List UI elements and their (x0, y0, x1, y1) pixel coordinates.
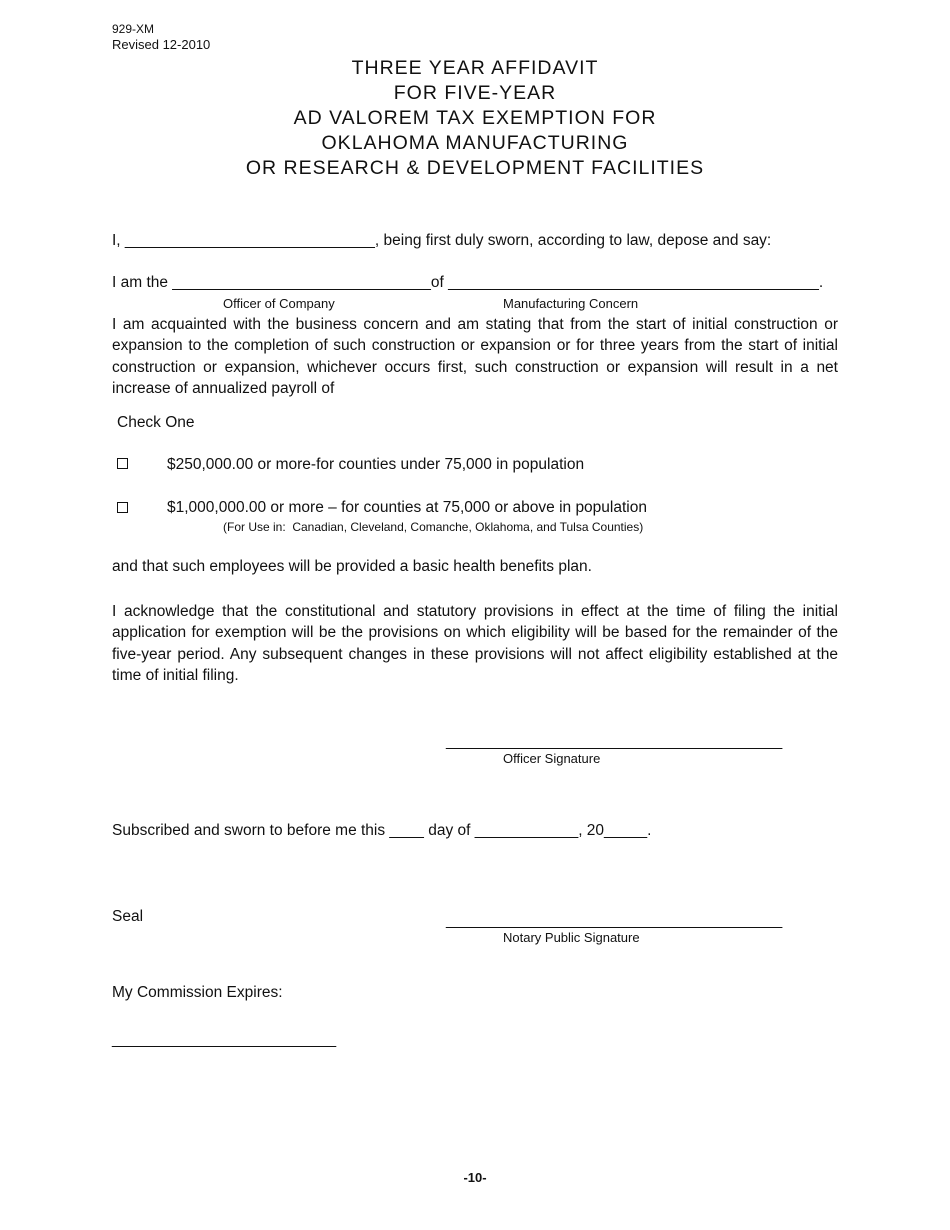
check-one-label: Check One (117, 414, 195, 431)
commission-expires-line[interactable]: __________________________ (112, 1031, 337, 1048)
officer-signature-label: Officer Signature (503, 751, 601, 766)
acknowledge-paragraph: I acknowledge that the constitutional and statutory provisions in effect at the time of filing the initial application for exemption will be the provisions on which eligibility will be based for the remainder of the five-year period. Any subsequent changes in these provisions will not affect eligibility established at the time of initial filing. (112, 603, 838, 684)
title-line-3: AD VALOREM TAX EXEMPTION FOR (293, 107, 657, 129)
subscribed-sworn-line[interactable]: Subscribed and sworn to before me this ____ day of ____________, 20_____. (112, 822, 652, 839)
seal-label: Seal (112, 908, 144, 925)
officer-of-company-label: Officer of Company (223, 296, 335, 311)
title-line-1: THREE YEAR AFFIDAVIT (351, 57, 599, 79)
page-title (0, 56, 950, 181)
title-line-4: OKLAHOMA MANUFACTURING (321, 132, 629, 154)
option-1m-label: $1,000,000.00 or more – for counties at 75,000 or above in population (167, 499, 647, 516)
commission-expires-label: My Commission Expires: (112, 984, 283, 1001)
option-1m-checkbox[interactable] (117, 502, 128, 513)
acquainted-paragraph: I am acquainted with the business concern and am stating that from the start of initial construction or expansion to the completion of such construction or expansion or for three years from the start of initial construction or expansion, whichever occurs first, such construction or expansion will result in a net increase of annualized payroll of (112, 316, 838, 397)
notary-signature-label: Notary Public Signature (503, 930, 640, 945)
manufacturing-concern-label: Manufacturing Concern (503, 296, 639, 311)
page-number: -10- (463, 1170, 487, 1185)
option-1m-note: (For Use in: Canadian, Cleveland, Comanche, Oklahoma, and Tulsa Counties) (223, 520, 644, 534)
officer-concern-line[interactable]: I am the ______________________________of ___________________________________________. (112, 274, 824, 291)
form-number: 929-XM (112, 22, 155, 36)
health-benefits-statement: and that such employees will be provided a basic health benefits plan. (112, 558, 592, 575)
affiant-name-line[interactable]: I, _____________________________, being first duly sworn, according to law, depose and say: (112, 232, 772, 249)
option-250k-label: $250,000.00 or more-for counties under 75,000 in population (167, 456, 585, 473)
revised-date: Revised 12-2010 (112, 37, 211, 52)
title-line-2: FOR FIVE-YEAR (393, 82, 557, 104)
option-250k-checkbox[interactable] (117, 458, 128, 469)
notary-signature-line[interactable]: _______________________________________ (446, 912, 783, 929)
title-line-5: OR RESEARCH & DEVELOPMENT FACILITIES (245, 157, 705, 179)
officer-signature-line[interactable]: _______________________________________ (446, 733, 783, 750)
